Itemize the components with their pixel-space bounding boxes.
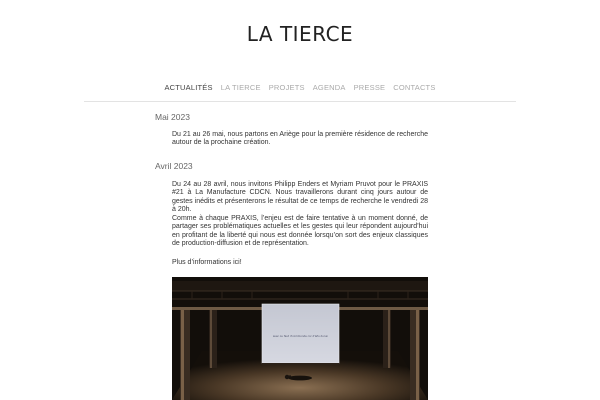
nav-item-presse[interactable]: PRESSE	[353, 83, 386, 92]
stage-photo[interactable]	[172, 277, 428, 400]
post-heading-avril: Avril 2023	[155, 161, 193, 171]
nav-item-contacts[interactable]: CONTACTS	[393, 83, 436, 92]
post-paragraph: Du 24 au 28 avril, nous invitons Philipp Enders et Myriam Pruvot pour le PRAXIS #21 à La Manufacture CDCN. Nous travaillerons durant cinq jours autour de gestes inédits et présenterons le résultat de ce temps de recherche le vendredi 28 à 20h.	[172, 181, 428, 214]
site-title[interactable]: LA TIERCE	[246, 22, 354, 46]
nav-item-actualites[interactable]: ACTUALITÉS	[164, 83, 213, 92]
nav-item-agenda[interactable]: AGENDA	[312, 83, 346, 92]
post-paragraph: Comme à chaque PRAXIS, l’enjeu est de faire tentative à un moment donné, de partager ses problématiques actuelles et les gestes qui leur répondent aujourd’hui en profitant de la liberté qui nous est donnée lorsqu’on sort des enjeux classiques de production-diffusion et de représentation.	[172, 215, 428, 248]
nav-item-la-tierce[interactable]: LA TIERCE	[220, 83, 261, 92]
screen-caption: avec ou faut d'commonde cor d'lefu durun	[272, 335, 329, 338]
nav-item-projets[interactable]: PROJETS	[268, 83, 305, 92]
more-info-link[interactable]: Plus d’informations ici!	[172, 259, 242, 266]
main-nav	[0, 83, 600, 92]
post-heading-mai: Mai 2023	[155, 112, 190, 122]
stage-photo-graphic	[172, 277, 428, 400]
nav-divider	[84, 101, 516, 102]
post-paragraph: Du 21 au 26 mai, nous partons en Ariège pour la première résidence de recherche autour de la prochaine création.	[172, 131, 428, 147]
